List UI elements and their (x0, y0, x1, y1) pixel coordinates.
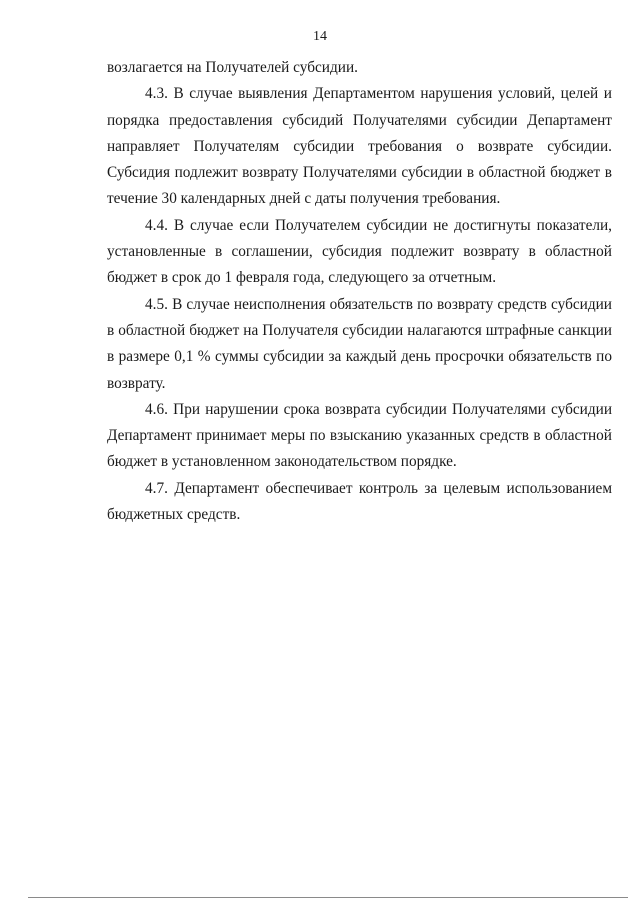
paragraph-4-6: 4.6. При нарушении срока возврата субсидии Получателями субсидии Департамент принимает меры по взысканию указанных средств в областной бюджет в установленном законодательством порядке. (107, 400, 612, 471)
page-number: 14 (313, 29, 327, 44)
paragraph-4-7: 4.7. Департамент обеспечивает контроль за целевым использованием бюджетных средств. (107, 479, 612, 524)
paragraph-4-3: 4.3. В случае выявления Департаментом нарушения условий, целей и порядка предоставления субсидий Получателями субсидии Департамент направляет Получателям субсидии требования о возврате субсидии. Субсидия подлежит возврату Получателями субсидии в областной бюджет в течение 30 календарных дней с даты получения требования. (107, 85, 612, 208)
paragraph-continuation: возлагается на Получателей субсидии. (107, 59, 358, 76)
page-bottom-divider (28, 897, 628, 898)
document-body (107, 55, 612, 528)
paragraph-4-4: 4.4. В случае если Получателем субсидии не достигнуты показатели, установленные в соглашении, субсидия подлежит возврату в областной бюджет в срок до 1 февраля года, следующего за отчетным. (107, 216, 612, 287)
paragraph-4-5: 4.5. В случае неисполнения обязательств по возврату средств субсидии в областной бюджет на Получателя субсидии налагаются штрафные санкции в размере 0,1 % суммы субсидии за каждый день просрочки обязательств по возврату. (107, 295, 612, 392)
